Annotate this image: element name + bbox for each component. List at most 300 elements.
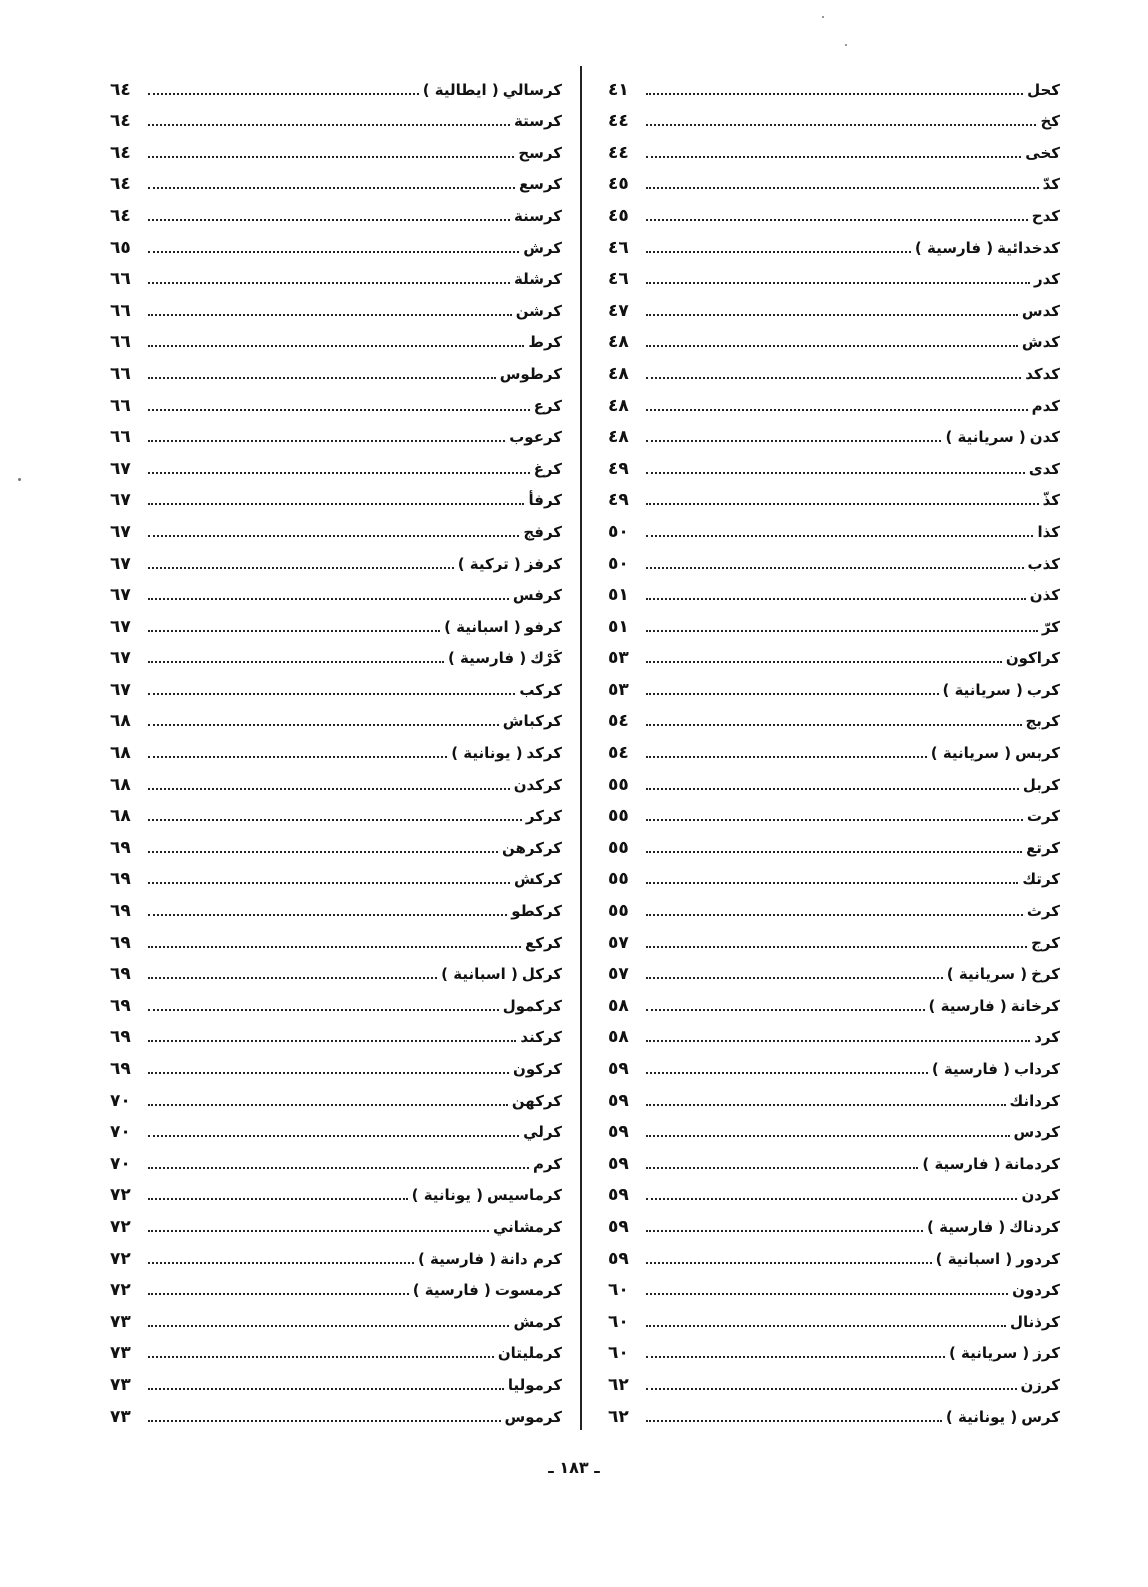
entry-page-number: ٦٨: [110, 711, 131, 732]
entry-term: كركع: [524, 933, 562, 952]
index-entry: [608, 1205, 1060, 1237]
entry-term: كرع: [533, 396, 562, 415]
index-entry: [608, 1142, 1060, 1174]
entry-term: كرسنة: [513, 206, 562, 225]
entry-term: كدخدائية: [997, 238, 1060, 257]
index-entry: [608, 510, 1060, 542]
entry-term: كركش: [514, 870, 562, 889]
index-entry: [110, 763, 562, 795]
entry-term: كذّ: [1042, 491, 1060, 510]
dot-leader: [148, 1009, 499, 1011]
index-entry: [110, 479, 562, 511]
entry-language-note: ( تركية ): [457, 554, 521, 573]
entry-page-number: ٥٠: [608, 521, 629, 542]
index-entry: [608, 731, 1060, 763]
dot-leader: [148, 1072, 509, 1074]
dot-leader: [646, 345, 1018, 347]
entry-page-number: ٦٩: [110, 995, 131, 1016]
dot-leader: [148, 187, 515, 189]
entry-term: كرشن: [515, 301, 562, 320]
entry-term: كركمول: [502, 996, 562, 1015]
dot-leader: [148, 882, 510, 884]
dot-leader: [646, 661, 1002, 663]
entry-page-number: ٧٢: [110, 1280, 131, 1301]
entry-term: كدم: [1031, 396, 1060, 415]
entry-page-number: ٥٩: [608, 1090, 629, 1111]
index-entry: [608, 1300, 1060, 1332]
entry-language-note: ( يونانية ): [411, 1186, 483, 1205]
index-entry: [110, 352, 562, 384]
entry-term: كرسالي: [502, 80, 562, 99]
dot-leader: [646, 156, 1021, 158]
index-column-right: [608, 68, 1060, 1427]
entry-language-note: ( سريانية ): [942, 680, 1023, 699]
entry-page-number: ٧٠: [110, 1153, 131, 1174]
dot-leader: [646, 977, 943, 979]
dot-leader: [646, 314, 1018, 316]
index-entry: [608, 542, 1060, 574]
scan-speck: [18, 478, 21, 481]
entry-language-note: ( اسبانية ): [441, 965, 518, 984]
index-entry: [608, 605, 1060, 637]
entry-term: كرفز: [524, 554, 562, 573]
dot-leader: [148, 788, 510, 790]
index-entry: [608, 574, 1060, 606]
index-entry: [110, 1142, 562, 1174]
entry-term: كركند: [520, 1028, 562, 1047]
dot-leader: [148, 630, 440, 632]
entry-term: كرمسوت: [494, 1281, 562, 1300]
entry-page-number: ٥٩: [608, 1248, 629, 1269]
index-entry: [110, 889, 562, 921]
index-entry: [110, 1205, 562, 1237]
index-entry: [608, 321, 1060, 353]
entry-language-note: ( يونانية ): [451, 744, 523, 763]
index-entry: [608, 1016, 1060, 1048]
index-entry: [608, 1363, 1060, 1395]
index-entry: [110, 1016, 562, 1048]
dot-leader: [148, 851, 498, 853]
dot-leader: [646, 1293, 1008, 1295]
dot-leader: [646, 93, 1023, 95]
entry-page-number: ٥٥: [608, 837, 629, 858]
dot-leader: [148, 661, 444, 663]
dot-leader: [646, 1230, 923, 1232]
entry-page-number: ٧٢: [110, 1248, 131, 1269]
entry-page-number: ٦٩: [110, 1059, 131, 1079]
index-entry: [608, 1237, 1060, 1269]
entry-term: كدكد: [1025, 364, 1060, 383]
entry-page-number: ٤٧: [608, 300, 629, 321]
dot-leader: [646, 503, 1039, 505]
entry-page-number: ٥٩: [608, 1153, 629, 1174]
dot-leader: [148, 1325, 509, 1327]
entry-page-number: ٧٠: [110, 1090, 131, 1111]
index-entry: [110, 384, 562, 416]
entry-page-number: ٥٤: [608, 711, 629, 732]
entry-page-number: ٤٥: [608, 205, 629, 226]
index-entry: [608, 668, 1060, 700]
entry-term: كردن: [1021, 1186, 1060, 1205]
dot-leader: [148, 345, 524, 347]
index-entry: [608, 795, 1060, 827]
index-entry: [608, 1269, 1060, 1301]
entry-term: كحل: [1027, 80, 1060, 99]
index-entry: [110, 826, 562, 858]
entry-term: كركطو: [511, 902, 562, 921]
index-entry: [110, 100, 562, 132]
dot-leader: [148, 1198, 408, 1200]
dot-leader: [646, 756, 927, 758]
dot-leader: [148, 724, 499, 726]
index-entry: [110, 1300, 562, 1332]
entry-page-number: ٦٨: [110, 743, 131, 764]
entry-page-number: ٤٨: [608, 395, 629, 416]
index-entry: [110, 542, 562, 574]
index-entry: [110, 1174, 562, 1206]
index-entry: [110, 289, 562, 321]
dot-leader: [646, 1167, 918, 1169]
index-entry: [110, 574, 562, 606]
dot-leader: [148, 1135, 519, 1137]
entry-page-number: ٥٧: [608, 932, 629, 953]
dot-leader: [148, 124, 510, 126]
index-entry: [608, 984, 1060, 1016]
entry-page-number: ٤١: [608, 79, 629, 100]
entry-language-note: ( سريانية ): [930, 744, 1012, 763]
index-entry: [110, 1332, 562, 1364]
index-entry: [608, 68, 1060, 100]
index-entry: [608, 352, 1060, 384]
entry-term: كرت: [1026, 807, 1060, 826]
entry-term: كدّ: [1042, 175, 1060, 194]
entry-page-number: ٧٣: [110, 1343, 131, 1364]
entry-term: كرستة: [513, 112, 562, 131]
entry-term: كرش: [523, 238, 562, 257]
entry-page-number: ٤٤: [608, 111, 629, 132]
entry-term: كرم دانة: [500, 1249, 562, 1268]
entry-term: كرمليتان: [497, 1344, 562, 1363]
entry-term: كردانك: [1009, 1091, 1060, 1110]
entry-page-number: ٧٠: [110, 1122, 131, 1143]
entry-term: كرسح: [518, 143, 562, 162]
dot-leader: [148, 1420, 501, 1422]
dot-leader: [646, 1262, 932, 1264]
entry-page-number: ٦٦: [110, 363, 131, 384]
scan-speck: [822, 16, 824, 18]
entry-term: كركرهن: [501, 838, 562, 857]
entry-page-number: ٦٢: [608, 1374, 629, 1395]
entry-page-number: ٦٥: [110, 237, 131, 258]
index-entry: [608, 1079, 1060, 1111]
dot-leader: [646, 630, 1038, 632]
dot-leader: [148, 567, 454, 569]
entry-page-number: ٦٧: [110, 679, 131, 700]
index-entry: [110, 1363, 562, 1395]
index-entry: [110, 668, 562, 700]
entry-term: كرمش: [513, 1312, 562, 1331]
dot-leader: [148, 219, 510, 221]
index-column-left: [110, 68, 562, 1427]
dot-leader: [148, 282, 510, 284]
entry-page-number: ٥٠: [608, 553, 629, 574]
entry-term: كرث: [1026, 902, 1060, 921]
dot-leader: [646, 724, 1022, 726]
index-entry: [110, 163, 562, 195]
index-entry: [608, 447, 1060, 479]
dot-leader: [646, 124, 1036, 126]
entry-term: كدن: [1029, 428, 1060, 447]
index-entry: [608, 479, 1060, 511]
dot-leader: [148, 1262, 414, 1264]
entry-term: كركهن: [511, 1091, 562, 1110]
index-entry: [110, 700, 562, 732]
entry-page-number: ٦٦: [110, 269, 131, 290]
entry-page-number: ٦٩: [110, 964, 131, 985]
index-entry: [110, 605, 562, 637]
index-entry: [110, 1047, 562, 1079]
entry-term: كدس: [1021, 301, 1060, 320]
entry-page-number: ٥١: [608, 616, 629, 637]
dot-leader: [148, 93, 419, 95]
index-entry: [608, 289, 1060, 321]
index-entry: [608, 826, 1060, 858]
dot-leader: [148, 440, 505, 442]
entry-page-number: ٦٤: [110, 111, 131, 132]
entry-term: كركباش: [502, 712, 562, 731]
dot-leader: [148, 156, 514, 158]
index-entry: [608, 953, 1060, 985]
entry-term: كدر: [1033, 270, 1060, 289]
entry-term: كربس: [1015, 744, 1060, 763]
entry-language-note: ( فارسية ): [922, 1154, 1001, 1173]
dot-leader: [646, 693, 939, 695]
entry-term: كذب: [1027, 554, 1060, 573]
entry-page-number: ٥٥: [608, 869, 629, 890]
index-entry: [110, 921, 562, 953]
entry-page-number: ٤٤: [608, 142, 629, 163]
entry-page-number: ٥٩: [608, 1059, 629, 1079]
index-entry: [608, 100, 1060, 132]
entry-page-number: ٥٩: [608, 1122, 629, 1143]
index-entry: [110, 984, 562, 1016]
index-entry: [608, 921, 1060, 953]
dot-leader: [646, 819, 1023, 821]
entry-term: كذن: [1029, 586, 1060, 605]
entry-language-note: ( فارسية ): [927, 1217, 1006, 1236]
entry-page-number: ٥٣: [608, 648, 629, 669]
entry-page-number: ٥٣: [608, 679, 629, 700]
index-entry: [608, 1332, 1060, 1364]
entry-term: كرسع: [518, 175, 562, 194]
entry-term: كرتع: [1026, 838, 1060, 857]
dot-leader: [148, 1356, 494, 1358]
dot-leader: [646, 377, 1021, 379]
index-entry: [608, 1047, 1060, 1079]
entry-page-number: ٤٨: [608, 363, 629, 384]
dot-leader: [646, 1072, 928, 1074]
entry-term: كرموس: [504, 1407, 562, 1426]
entry-term: كرمشاني: [492, 1217, 562, 1236]
index-entry: [110, 447, 562, 479]
dot-leader: [646, 187, 1039, 189]
entry-page-number: ٦٧: [110, 553, 131, 574]
dot-leader: [646, 472, 1025, 474]
entry-term: كرعوب: [509, 428, 562, 447]
dot-leader: [646, 535, 1033, 537]
entry-language-note: ( فارسية ): [928, 996, 1007, 1015]
entry-page-number: ٦٧: [110, 648, 131, 669]
entry-term: كخ: [1040, 112, 1060, 131]
entry-term: كرفس: [512, 586, 562, 605]
entry-language-note: ( فارسية ): [447, 649, 527, 668]
index-entry: [110, 731, 562, 763]
dot-leader: [148, 535, 519, 537]
page-number: ـ ١٨٣ ـ: [548, 1458, 600, 1477]
entry-term: كدح: [1031, 206, 1060, 225]
entry-language-note: ( سريانية ): [948, 1344, 1030, 1363]
index-entry: [110, 226, 562, 258]
dot-leader: [646, 788, 1019, 790]
dot-leader: [148, 1104, 508, 1106]
entry-term: كرذنال: [1009, 1312, 1060, 1331]
entry-term: كرّ: [1041, 617, 1060, 636]
dot-leader: [148, 472, 530, 474]
index-entry: [110, 194, 562, 226]
entry-term: كذا: [1037, 522, 1060, 541]
entry-term: كرج: [1031, 933, 1060, 952]
dot-leader: [646, 1104, 1006, 1106]
entry-page-number: ٦٦: [110, 427, 131, 448]
entry-page-number: ٥٧: [608, 964, 629, 985]
entry-term: كركل: [521, 965, 562, 984]
entry-language-note: ( اسبانية ): [935, 1249, 1013, 1268]
entry-page-number: ٥٩: [608, 1216, 629, 1237]
dot-leader: [646, 598, 1026, 600]
entry-page-number: ٦٠: [608, 1280, 629, 1301]
entry-page-number: ٥٥: [608, 901, 629, 922]
entry-page-number: ٥٥: [608, 806, 629, 827]
entry-term: كرفج: [523, 522, 562, 541]
dot-leader: [646, 1198, 1017, 1200]
index-entry: [608, 637, 1060, 669]
entry-term: كربل: [1022, 775, 1060, 794]
dot-leader: [148, 914, 507, 916]
dot-leader: [646, 946, 1027, 948]
dot-leader: [646, 1135, 1010, 1137]
index-entry: [608, 1395, 1060, 1427]
entry-page-number: ٦٩: [110, 932, 131, 953]
entry-term: كرفأ: [528, 491, 562, 510]
entry-page-number: ٦٠: [608, 1343, 629, 1364]
entry-term: كردناك: [1009, 1217, 1060, 1236]
dot-leader: [148, 946, 521, 948]
dot-leader: [148, 314, 512, 316]
entry-term: كردور: [1016, 1249, 1060, 1268]
index-entry: [608, 700, 1060, 732]
index-entry: [110, 1237, 562, 1269]
dot-leader: [148, 1167, 529, 1169]
entry-term: كركدن: [513, 775, 562, 794]
entry-term: كرم: [532, 1154, 562, 1173]
dot-leader: [148, 1388, 504, 1390]
entry-page-number: ٥٨: [608, 1027, 629, 1048]
entry-page-number: ٧٣: [110, 1311, 131, 1332]
entry-term: كخى: [1025, 143, 1060, 162]
dot-leader: [646, 1388, 1017, 1390]
dot-leader: [646, 882, 1018, 884]
entry-term: كرلي: [523, 1123, 562, 1142]
dot-leader: [646, 219, 1028, 221]
entry-language-note: ( فارسية ): [931, 1060, 1011, 1078]
index-entry: [110, 510, 562, 542]
index-entry: [110, 258, 562, 290]
index-entry: [608, 416, 1060, 448]
index-entry: [608, 131, 1060, 163]
entry-term: كردس: [1013, 1123, 1060, 1142]
dot-leader: [148, 251, 519, 253]
dot-leader: [646, 914, 1023, 916]
index-entry: [608, 858, 1060, 890]
entry-page-number: ٦٢: [608, 1406, 629, 1427]
entry-page-number: ٦٦: [110, 332, 131, 353]
entry-term: كرب: [1026, 680, 1060, 699]
entry-language-note: ( ايطالية ): [422, 80, 499, 99]
index-entry: [110, 795, 562, 827]
index-entry: [110, 858, 562, 890]
entry-term: كرخانة: [1010, 996, 1060, 1015]
dot-leader: [148, 693, 515, 695]
entry-term: كرطوس: [499, 364, 562, 383]
entry-term: كركب: [519, 680, 562, 699]
dot-leader: [646, 1420, 942, 1422]
entry-term: كدى: [1028, 459, 1060, 478]
entry-term: كرخ: [1031, 965, 1060, 984]
entry-page-number: ٧٣: [110, 1406, 131, 1427]
index-entry: [110, 1269, 562, 1301]
entry-page-number: ٦٩: [110, 869, 131, 890]
entry-page-number: ٦٦: [110, 395, 131, 416]
entry-language-note: ( سريانية ): [946, 965, 1028, 984]
index-entry: [110, 68, 562, 100]
entry-page-number: ٦٦: [110, 300, 131, 321]
entry-page-number: ٥٥: [608, 774, 629, 795]
entry-term: كرموليا: [507, 1375, 562, 1394]
entry-page-number: ٥١: [608, 585, 629, 606]
column-divider: [580, 66, 582, 1430]
dot-leader: [148, 977, 437, 979]
entry-term: كردمانة: [1004, 1154, 1060, 1173]
entry-term: كرغ: [533, 459, 562, 478]
entry-term: كرزن: [1020, 1375, 1060, 1394]
dot-leader: [148, 819, 522, 821]
entry-term: كردون: [1012, 1281, 1060, 1300]
dot-leader: [148, 756, 447, 758]
entry-page-number: ٦٩: [110, 901, 131, 922]
index-entry: [110, 131, 562, 163]
dot-leader: [148, 377, 496, 379]
entry-term: كرماسيس: [486, 1186, 562, 1205]
entry-page-number: ٦٧: [110, 458, 131, 479]
dot-leader: [646, 851, 1022, 853]
dot-leader: [646, 1356, 945, 1358]
dot-leader: [148, 409, 530, 411]
index-entry: [608, 384, 1060, 416]
entry-page-number: ٥٤: [608, 743, 629, 764]
dot-leader: [646, 440, 941, 442]
entry-page-number: ٦٠: [608, 1311, 629, 1332]
index-entry: [110, 953, 562, 985]
